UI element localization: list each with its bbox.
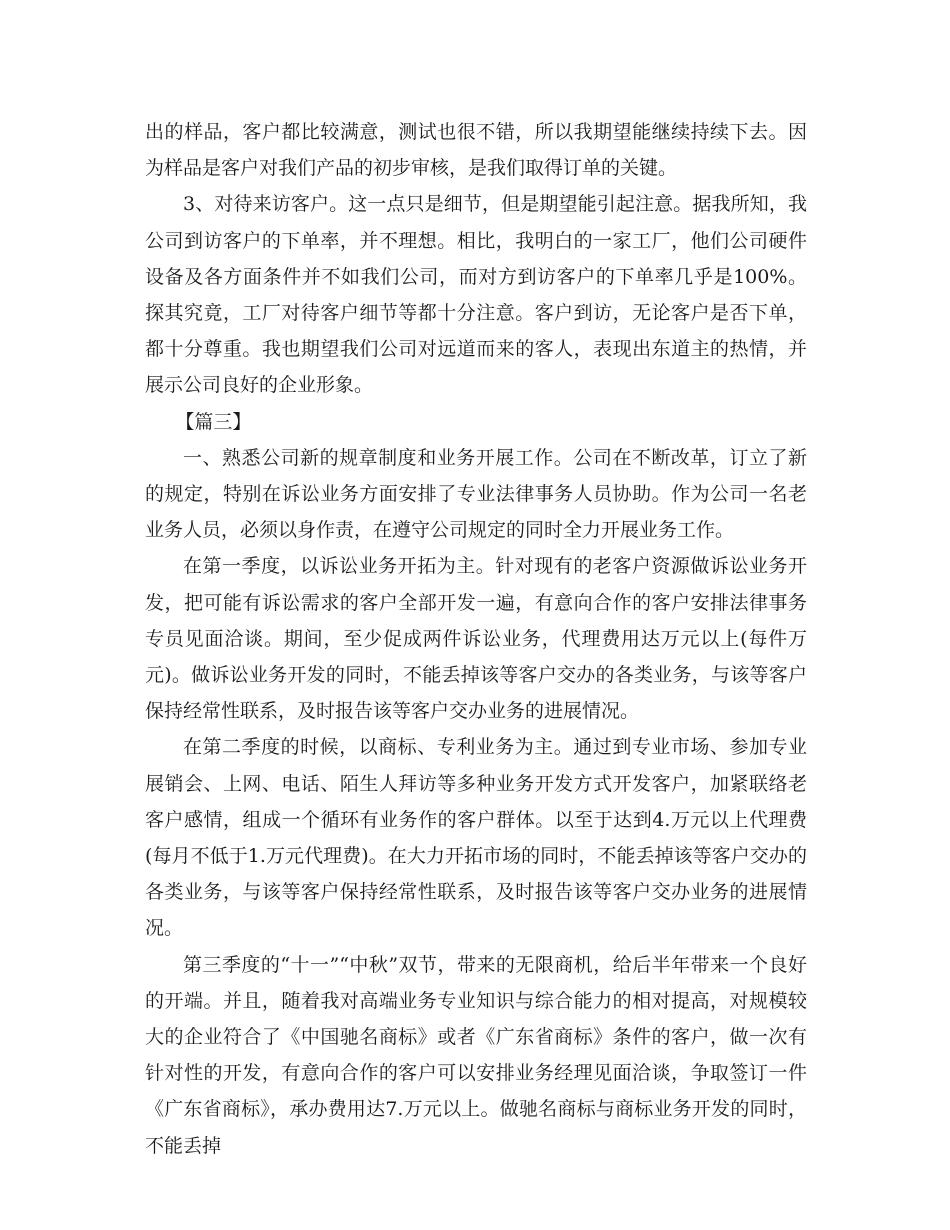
paragraph-new-regulations: 一、熟悉公司新的规章制度和业务开展工作。公司在不断改革，订立了新的规定，特别在诉讼业务方面安排了专业法律事务人员协助。作为公司一名老业务人员，必须以身作责，在遵守公司规定的同时全力开展业务工作。 <box>145 446 807 542</box>
section-heading-part-three: 【篇三】 <box>175 410 252 433</box>
paragraph-sample-continuation: 出的样品，客户都比较满意，测试也很不错，所以我期望能继续持续下去。因为样品是客户对我们产品的初步审核，是我们取得订单的关键。 <box>145 121 807 180</box>
paragraph-first-quarter: 在第一季度，以诉讼业务开拓为主。针对现有的老客户资源做诉讼业务开发，把可能有诉讼需求的客户全部开发一遍，有意向合作的客户安排法律事务专员见面洽谈。期间，至少促成两件诉讼业务，代理费用达万元以上(每件万元)。做诉讼业务开发的同时，不能丢掉该等客户交办的各类业务，与该等客户保持经常性联系，及时报告该等客户交办业务的进展情况。 <box>145 555 807 723</box>
paragraph-third-quarter: 第三季度的“十一”“中秋”双节，带来的无限商机，给后半年带来一个良好的开端。并且，随着我对高端业务专业知识与综合能力的相对提高，对规模较大的企业符合了《中国驰名商标》或者《广东省商标》条件的客户，做一次有针对性的开发，有意向合作的客户可以安排业务经理见面洽谈，争取签订一件《广东省商标》，承办费用达7.万元以上。做驰名商标与商标业务开发的同时，不能丢掉 <box>145 953 807 1157</box>
paragraph-second-quarter: 在第二季度的时候，以商标、专利业务为主。通过到专业市场、参加专业展销会、上网、电话、陌生人拜访等多种业务开发方式开发客户，加紧联络老客户感情，组成一个循环有业务作的客户群体。以至于达到4.万元以上代理费(每月不低于1.万元代理费)。在大力开拓市场的同时，不能丢掉该等客户交办的各类业务，与该等客户保持经常性联系，及时报告该等客户交办业务的进展情况。 <box>145 736 807 940</box>
document-body <box>145 114 807 1164</box>
paragraph-visiting-customers: 3、对待来访客户。这一点只是细节，但是期望能引起注意。据我所知，我公司到访客户的下单率，并不理想。相比，我明白的一家工厂，他们公司硬件设备及各方面条件并不如我们公司，而对方到访客户的下单率几乎是100%。探其究竟，工厂对待客户细节等都十分注意。客户到访，无论客户是否下单，都十分尊重。我也期望我们公司对远道而来的客人，表现出东道主的热情，并展示公司良好的企业形象。 <box>145 193 807 397</box>
